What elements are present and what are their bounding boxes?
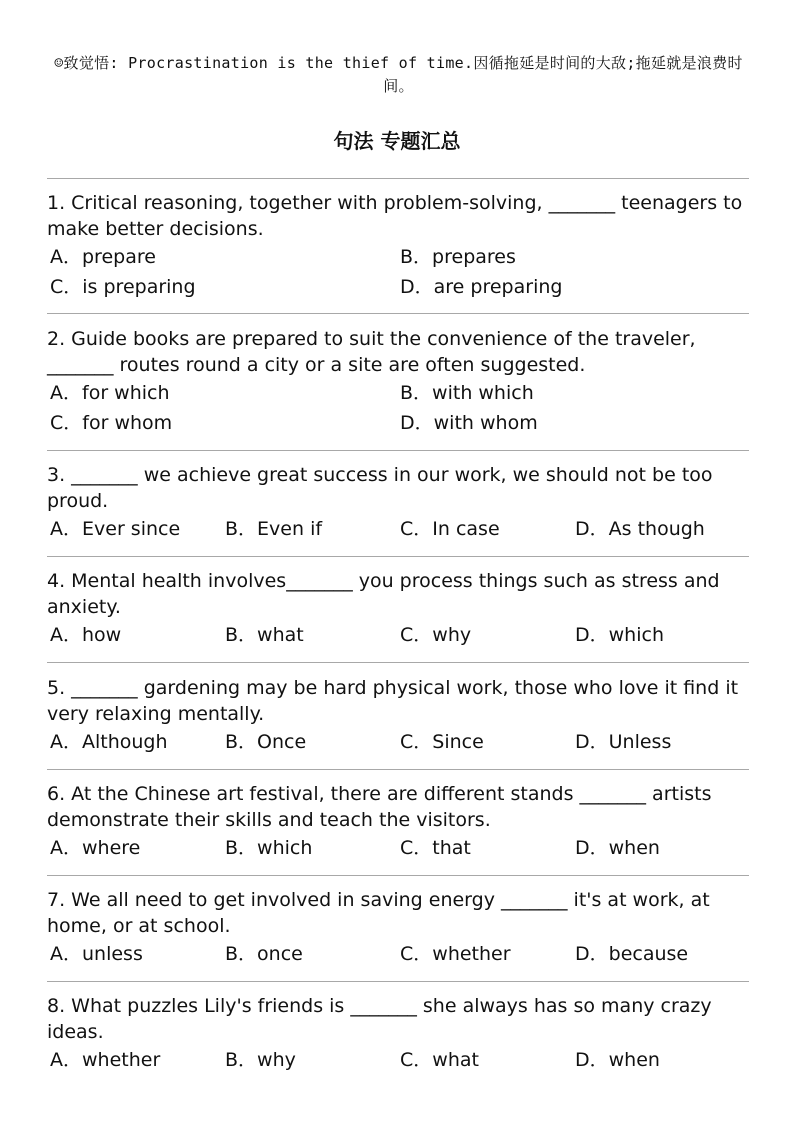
- option-d[interactable]: D．As though: [575, 518, 705, 540]
- question-3: [47, 462, 750, 544]
- option-a[interactable]: A．how: [50, 624, 122, 646]
- option-d[interactable]: D．Unless: [575, 731, 672, 753]
- option-a[interactable]: A．Ever since: [50, 518, 181, 540]
- question-stem: 1. Critical reasoning, together with problem-solving, _______ teenagers to make better decisions.: [47, 192, 743, 240]
- question-stem: 8. What puzzles Lily's friends is _______ she always has so many crazy ideas.: [47, 995, 712, 1043]
- option-d[interactable]: D．with whom: [400, 412, 538, 434]
- options: [47, 833, 750, 863]
- option-b[interactable]: B．Even if: [225, 518, 323, 540]
- option-d[interactable]: D．which: [575, 624, 664, 646]
- option-a[interactable]: A．for which: [50, 382, 170, 404]
- option-a[interactable]: A．prepare: [50, 246, 156, 268]
- page-title: 句法 专题汇总: [333, 129, 461, 153]
- question-stem: 2. Guide books are prepared to suit the convenience of the traveler, _______ routes round a city or a site are often suggested.: [47, 328, 696, 376]
- question-stem: 6. At the Chinese art festival, there are different stands _______ artists demonstrate their skills and teach the visitors.: [47, 783, 712, 831]
- option-a[interactable]: A．unless: [50, 943, 143, 965]
- option-b[interactable]: B．with which: [400, 382, 534, 404]
- separator-7: [47, 875, 749, 876]
- question-7: [47, 887, 750, 969]
- option-b[interactable]: B．what: [225, 624, 304, 646]
- question-2: [47, 326, 750, 438]
- option-c[interactable]: C．for whom: [50, 412, 173, 434]
- option-b[interactable]: B．once: [225, 943, 303, 965]
- option-c[interactable]: C．that: [400, 837, 471, 859]
- option-c[interactable]: C．whether: [400, 943, 511, 965]
- header-motto: ☺致觉悟: Procrastination is the thief of time.因循拖延是时间的大敌;拖延就是浪费时间。: [54, 54, 743, 95]
- question-4: [47, 568, 750, 650]
- option-c[interactable]: C．In case: [400, 518, 500, 540]
- option-c[interactable]: C．Since: [400, 731, 484, 753]
- option-b[interactable]: B．why: [225, 1049, 296, 1071]
- question-8: [47, 993, 750, 1075]
- options: [47, 242, 750, 302]
- options: [47, 620, 750, 650]
- options: [47, 939, 750, 969]
- option-d[interactable]: D．because: [575, 943, 689, 965]
- question-6: [47, 781, 750, 863]
- question-stem: 7. We all need to get involved in saving energy _______ it's at work, at home, or at school.: [47, 889, 710, 937]
- question-stem: 3. _______ we achieve great success in our work, we should not be too proud.: [47, 464, 713, 512]
- separator-1: [47, 178, 749, 179]
- options: [47, 1045, 750, 1075]
- question-stem: 5. _______ gardening may be hard physical work, those who love it find it very relaxing mentally.: [47, 677, 739, 725]
- separator-2: [47, 313, 749, 314]
- separator-4: [47, 556, 749, 557]
- options: [47, 514, 750, 544]
- separator-6: [47, 769, 749, 770]
- options: [47, 727, 750, 757]
- option-c[interactable]: C．is preparing: [50, 276, 196, 298]
- option-c[interactable]: C．why: [400, 624, 472, 646]
- option-c[interactable]: C．what: [400, 1049, 479, 1071]
- separator-5: [47, 662, 749, 663]
- option-a[interactable]: A．Although: [50, 731, 168, 753]
- option-d[interactable]: D．are preparing: [400, 276, 563, 298]
- option-d[interactable]: D．when: [575, 1049, 660, 1071]
- options: [47, 378, 750, 438]
- option-b[interactable]: B．prepares: [400, 246, 516, 268]
- option-a[interactable]: A．where: [50, 837, 141, 859]
- separator-3: [47, 450, 749, 451]
- option-d[interactable]: D．when: [575, 837, 660, 859]
- option-b[interactable]: B．which: [225, 837, 313, 859]
- option-a[interactable]: A．whether: [50, 1049, 161, 1071]
- question-1: [47, 190, 750, 302]
- question-stem: 4. Mental health involves_______ you process things such as stress and anxiety.: [47, 570, 720, 618]
- separator-8: [47, 981, 749, 982]
- question-5: [47, 675, 750, 757]
- option-b[interactable]: B．Once: [225, 731, 307, 753]
